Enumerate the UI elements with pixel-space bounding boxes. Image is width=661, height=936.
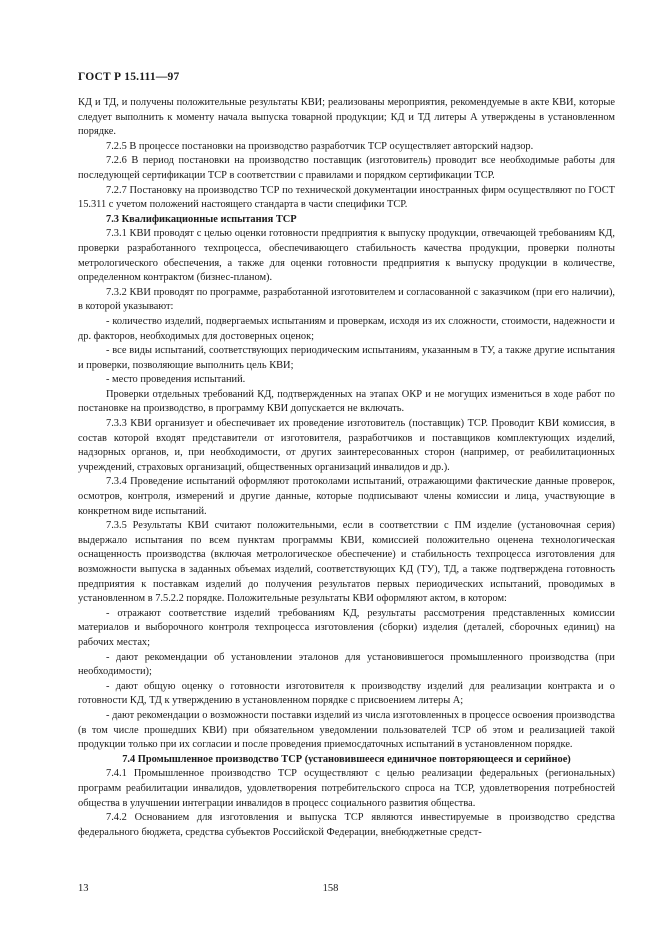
paragraph: 7.3.3 КВИ организует и обеспечивает их проведение изготовитель (поставщик) ТСР. Проводит КВИ комиссия, в состав которой входят представители от изготовителя, разработчиков и поставщиков комплектующих изделий, надзорных органов, и, при необходимости, от других заинтересованных сторон (например, от реабилитационных учреждений, страховых организаций, общественных организаций инвалидов и др.). <box>78 418 615 473</box>
paragraph: - дают общую оценку о готовности изготовителя к производству изделий для реализации контракта и о готовности КД, ТД к утверждению в установленном порядке с присвоением литеры А; <box>78 680 615 707</box>
paragraph: 7.3.5 Результаты КВИ считают положительными, если в соответствии с ПМ изделие (установочная серия) выдержало испытания по всем пунктам программы КВИ, комиссией положительно оценена технологическая оснащенность производства (включая метрологическое обеспечение) и стабильность техпроцесса изготовления для возможности выпуска в заданных объемах изделий, соответствующих КД (ТУ), ТД, а также подтверждена готовность предприятия к поставкам изделий до получения результатов первых периодических испытаний, проводимых в установленном в 7.5.2.2 порядке. Положительные результаты КВИ оформляют актом, в котором: <box>78 520 615 605</box>
section-heading: 7.3 Квалификационные испытания ТСР <box>106 213 297 225</box>
paragraph: - количество изделий, подвергаемых испытаниям и проверкам, исходя из их сложности, стоимости, надежности и др. факторов, необходимых для достоверных оценок; <box>78 315 615 342</box>
paragraph: 7.3.2 КВИ проводят по программе, разработанной изготовителем и согласованной с заказчиком (при его наличии), в которой указывают: <box>78 286 615 313</box>
paragraph: - дают рекомендации о возможности поставки изделий из числа изготовленных в процессе освоения производства (в том числе прошедших КВИ) при обязательном уведомлении пользователей ТСР об этом и реализацией такой продукции только при их согласии и после проведения приемосдаточных испытаний в установленном порядке. <box>78 709 615 751</box>
paragraph: - отражают соответствие изделий требованиям КД, результаты рассмотрения представленных комиссии материалов и выборочного контроля техпроцесса изготовления (сборки) изделия (деталей, сборочных единиц) на рабочих местах; <box>78 607 615 648</box>
paragraph: 7.3.1 КВИ проводят с целью оценки готовности предприятия к выпуску продукции, отвечающей требованиям КД, проверки разработанного техпроцесса, обеспечивающего стабильность качества продукции, проверки полноты метрологического обеспечения, а также для оценки готовности предприятия к выпуску продукции в количестве, определенном контрактом (бизнес-планом). <box>78 228 615 284</box>
paragraph: Проверки отдельных требований КД, подтвержденных на этапах ОКР и не могущих измениться в ходе работ по постановке на производство, в программу КВИ допускается не включать. <box>78 388 615 415</box>
paragraph: 7.4.2 Основанием для изготовления и выпуска ТСР являются инвестируемые в производство средства федерального бюджета, средства субъектов Российской Федерации, внебюджетные средст- <box>78 812 615 838</box>
paragraph: - дают рекомендации об установлении эталонов для установившегося промышленного производства (при необходимости); <box>78 651 615 678</box>
page-header: ГОСТ Р 15.111—97 <box>78 71 180 83</box>
paragraph: 7.2.7 Постановку на производство ТСР по технической документации иностранных фирм осуществляют по ГОСТ 15.311 с учетом положений настоящего стандарта в части специфики ТСР. <box>78 184 615 211</box>
paragraph: 7.2.6 В период постановки на производство поставщик (изготовитель) проводит все необходимые работы для последующей сертификации ТСР в соответствии с правилами и порядком сертификации ТСР. <box>78 155 615 181</box>
paragraph: 7.4.1 Промышленное производство ТСР осуществляют с целью реализации федеральных (региональных) программ реабилитации инвалидов, удовлетворения потребительского спроса на ТСР, удовлетворения потребностей общества в улучшении интеграции инвалидов в процесс социального развития общества. <box>78 768 615 809</box>
paragraph-continuation: КД и ТД, и получены положительные результаты КВИ; реализованы мероприятия, рекомендуемые в акте КВИ, которые следует выполнить к моменту начала выпуска товарной продукции; КД и ТД литеры А утверждены в установленном порядке. <box>78 97 615 138</box>
footer-left-number: 13 <box>78 883 89 894</box>
page-number: 158 <box>322 883 339 894</box>
paragraph: 7.3.4 Проведение испытаний оформляют протоколами испытаний, отражающими фактические данные проверок, осмотров, контроля, измерений и другие данные, которые подписывают члены комиссии и лица, участвующие в конкретном виде испытаний. <box>78 476 615 517</box>
document-body <box>78 96 615 840</box>
section-heading: 7.4 Промышленное производство ТСР (установившееся единичное повторяющееся и серийное) <box>122 753 571 765</box>
paragraph: 7.2.5 В процессе постановки на производство разработчик ТСР осуществляет авторский надзор. <box>106 140 534 152</box>
paragraph: - все виды испытаний, соответствующих периодическим испытаниям, указанным в ТУ, а также другие испытания и проверки, позволяющие выполнить цель КВИ; <box>78 345 615 371</box>
paragraph: - место проведения испытаний. <box>106 374 246 386</box>
